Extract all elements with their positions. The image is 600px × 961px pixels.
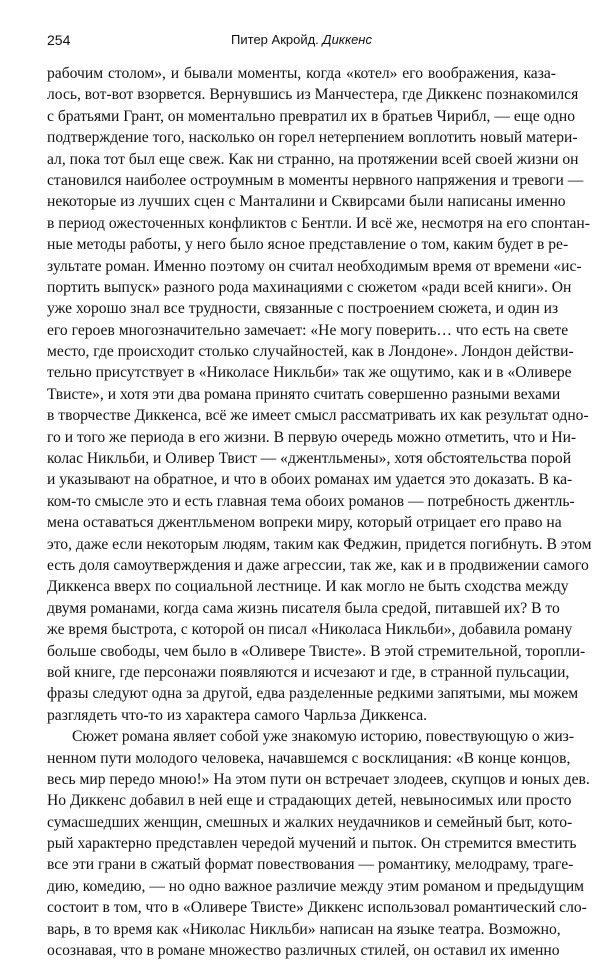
- text-line: мена оставаться джентльменом вопреки миру, который отрицает его право на: [47, 514, 562, 532]
- text-line: же время быстрота, с которой он писал «Николаса Никльби», добавила роману: [47, 621, 573, 639]
- text-line: подтверждение того, насколько он горел нетерпением воплотить новый матери-: [47, 129, 578, 147]
- text-line: ал, пока тот был еще свеж. Как ни странно, на протяжении всей своей жизни он: [47, 150, 579, 168]
- text-line: разглядеть что-то из характера самого Чарльза Диккенса.: [47, 706, 428, 724]
- text-line: Но Диккенс добавил в ней еще и страдающих детей, невыносимых или просто: [47, 792, 572, 810]
- text-line: вой книге, где персонажи появляются и исчезают и где, в странной пульсации,: [47, 663, 570, 681]
- text-line: осознавая, что в романе множество различных стилей, он оставил их именно: [47, 942, 560, 960]
- author-name: Питер Акройд.: [231, 32, 319, 47]
- text-line: двумя романами, когда сама жизнь писателя была средой, питавшей их? В то: [47, 599, 560, 617]
- text-line: все эти грани в сжатый формат повествования — романтику, мелодраму, траге-: [47, 856, 574, 874]
- text-line: с братьями Грант, он моментально превратил их в братьев Чирибл, — еще одно: [47, 107, 576, 125]
- text-line: дию, комедию, — но одно важное различие между этим романом и предыдущим: [47, 877, 585, 895]
- text-line: варь, в то время как «Николас Никльби» написан на языке театра. Возможно,: [47, 920, 561, 938]
- text-line: весь мир передо мною!» На этом пути он встречает злодеев, скупцов и юных дев.: [47, 770, 590, 788]
- running-header: [47, 32, 556, 52]
- running-title: [47, 32, 556, 47]
- text-line: ненном пути молодого человека, начавшемся с восклицания: «В конце концов,: [47, 749, 571, 767]
- text-line: Твисте», и хотя эти два романа принято считать совершенно разными вехами: [47, 385, 561, 403]
- text-line: сумасшедших женщин, смешных и жалких неудачников и семейный быт, кото-: [47, 813, 573, 831]
- text-line: больше свободы, чем было в «Оливере Твисте». В этой стремительной, торопли-: [47, 642, 586, 660]
- text-line: портить выпуск» разного рода махинациями с сюжетом «ради всей книги». Он: [47, 278, 572, 296]
- text-line: это, даже если некоторым людям, таким как Феджин, придется погибнуть. В этом: [47, 535, 592, 553]
- text-line: зультате роман. Именно поэтому он считал необходимым время от времени «ис-: [47, 257, 582, 275]
- paragraph: [47, 63, 592, 726]
- text-line: фразы следуют одна за другой, едва разделенные редкими запятыми, мы можем: [47, 685, 579, 703]
- text-line: его героев многозначительно замечает: «Не могу поверить… что есть на свете: [47, 321, 569, 339]
- text-line: тельно присутствует в «Николасе Никльби» так же ощутимо, как и в «Оливере: [47, 364, 572, 382]
- text-line: некоторые из лучших сцен с Манталини и Сквирсами были написаны именно: [47, 193, 566, 211]
- page-number: 254: [47, 32, 71, 48]
- text-line: уже хорошо знал все трудности, связанные с построением сюжета, и один из: [47, 300, 559, 318]
- text-line: в период ожесточенных конфликтов с Бентли. И всё же, несмотря на его спонтан-: [47, 214, 590, 232]
- text-line: место, где происходит столько случайностей, как в Лондоне». Лондон действи-: [47, 343, 574, 361]
- text-line: ные методы работы, у него было ясное представление о том, каким будет в ре-: [47, 236, 569, 254]
- text-line: рый характерно представлен чередой мучений и пыток. Он стремится вместить: [47, 835, 577, 853]
- text-line: в творчестве Диккенса, всё же имеет смысл рассматривать их как результат одно-: [47, 407, 589, 425]
- text-line: есть доля самоутверждения и даже агрессии, так же, как и в продвижении самого: [47, 556, 589, 574]
- text-line: рабочим столом», и бывали моменты, когда «котел» его воображения, каза-: [47, 65, 556, 82]
- text-line: го и того же периода в его жизни. В первую очередь можно отметить, что и Ни-: [47, 428, 577, 446]
- text-line: колас Никльби, и Оливер Твист — «джентльмены», хотя обстоятельства порой: [47, 450, 572, 468]
- text-line: ком-то смысле это и есть главная тема обоих романов — потребность джентль-: [47, 492, 575, 510]
- text-line: лось, вот-вот взорвется. Вернувшись из Манчестера, где Диккенс познакомился: [47, 86, 579, 104]
- text-line: становился наиболее остроумным в моменты нервного напряжения и тревоги —: [47, 171, 584, 189]
- text-line: Диккенса вверх по социальной лестнице. И как могло не быть сходства между: [47, 578, 569, 596]
- text-line: состоит в том, что в «Оливере Твисте» Диккенс использовал романтический сло-: [47, 899, 587, 917]
- text-line: и указывают на обратное, и что в обоих романах им удается это доказать. В ка-: [47, 471, 573, 489]
- text-line: Сюжет романа являет собой уже знакомую историю, повествующую о жиз-: [72, 728, 575, 746]
- body-text: [47, 63, 592, 961]
- book-title: Диккенс: [322, 32, 372, 47]
- paragraph: [47, 726, 590, 961]
